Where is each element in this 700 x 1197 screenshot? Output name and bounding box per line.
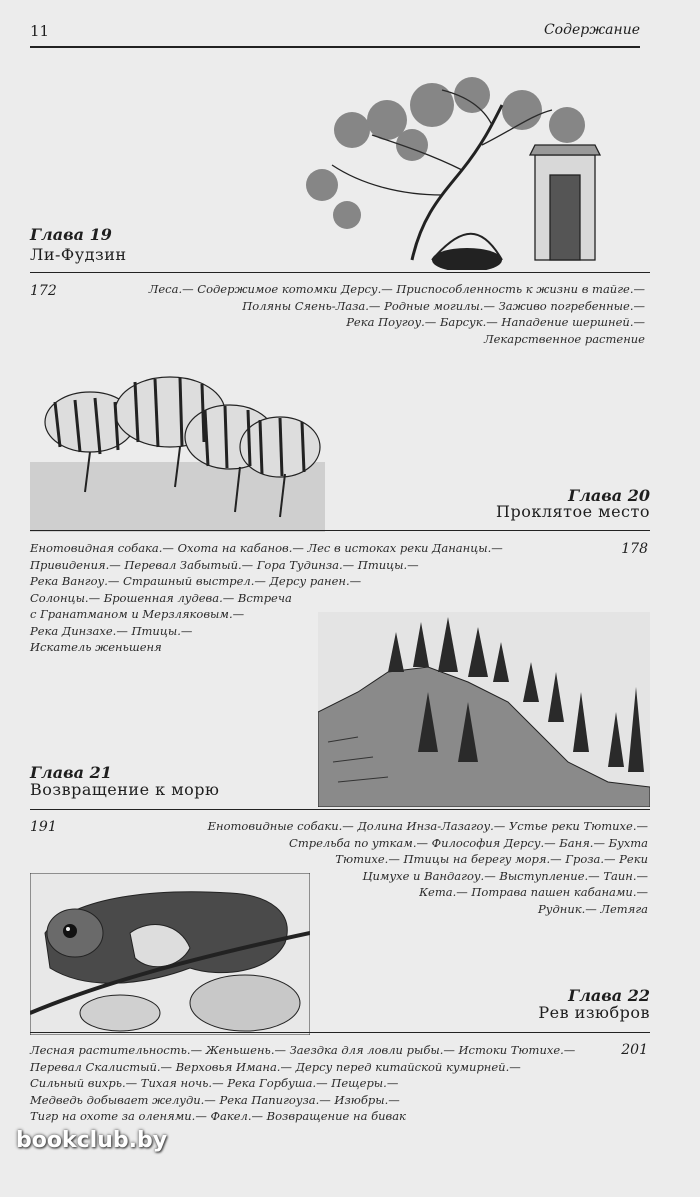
rocky-forest-illustration [318,612,650,807]
description-line: Лесная растительность.— Женьшень.— Заездка для ловли рыбы.— Истоки Тютихе.— [30,1043,576,1057]
chapter-21-page: 191 [30,819,57,835]
chapter-22-description [30,1042,575,1125]
description-line: Перевал Скалистый.— Верховья Имана.— Дерсу перед китайской кумирней.— [30,1059,521,1074]
chapter-21-label: Глава 21 [30,763,112,782]
chapter-20-page: 178 [621,541,648,557]
description-line: Медведь добывает желуди.— Река Папигоуза.— Изюбры.— [30,1092,400,1107]
description-line: Река Вангоу.— Страшный выстрел.— Дерсу ранен.— [30,574,362,588]
wild-piglets-illustration [30,362,325,532]
chapter-20-label: Глава 20 [568,486,650,505]
description-line: Леса.— Содержимое котомки Дерсу.— Приспособленность к жизни в тайге.— [148,282,645,296]
chapter-20-title: Проклятое место [496,502,650,521]
description-line: Енотовидные собаки.— Долина Инза-Лазагоу.— Устье реки Тютихе.— [207,819,648,833]
chapter-19-description [149,281,645,347]
description-line: Солонцы.— Брошенная лудева.— Встреча [30,590,292,605]
description-line: Привидения.— Перевал Забытый.— Гора Тудинза.— Птицы.— [30,557,419,572]
description-line: Тютихе.— Птицы на берегу моря.— Гроза.— Реки [335,852,648,866]
description-line: Стрельба по уткам.— Философия Дерсу.— Баня.— Бухта [289,835,648,850]
header-title: Содержание [543,22,640,38]
description-line: Река Динзахе.— Птицы.— [30,623,193,638]
chapter-22-rule [30,1032,650,1033]
watermark: bookclub.by [16,1128,168,1153]
description-line: с Гранатманом и Мерзляковым.— [30,607,245,621]
description-line: Цимухе и Вандагоу.— Выступление.— Таин.— [362,868,648,883]
chapter-22-page: 201 [621,1042,648,1058]
description-line: Река Поугоу.— Барсук.— Нападение шершней.— [346,315,645,329]
chapter-20-rule [30,530,650,531]
description-line: Сильный вихрь.— Тихая ночь.— Река Горбуша.— Пещеры.— [30,1076,399,1090]
description-line: Рудник.— Летяга [538,901,648,916]
chapter-19-rule [30,272,650,273]
chapter-19-label: Глава 19 [30,225,112,244]
chapter-21-title: Возвращение к морю [30,780,220,799]
description-line: Тигр на охоте за оленями.— Факел.— Возвращение на бивак [30,1109,406,1123]
header-page-number: 11 [30,22,50,40]
description-line: Искатель женьшеня [30,640,162,654]
header-rule [30,46,640,48]
tree-and-shrine-illustration [292,75,614,270]
chapter-19-page: 172 [30,283,57,299]
chapter-22-label: Глава 22 [568,986,650,1005]
chapter-21-rule [30,809,650,810]
chapter-22-title: Рев изюбров [538,1003,650,1022]
description-line: Лекарственное растение [483,331,645,346]
description-line: Енотовидная собака.— Охота на кабанов.— Лес в истоках реки Дананцы.— [30,541,503,555]
chapter-19-title: Ли-Фудзин [30,245,127,264]
flying-squirrel-illustration [30,873,310,1035]
description-line: Поляны Сяень-Лаза.— Родные могилы.— Заживо погребенные.— [242,298,645,313]
description-line: Кета.— Потрава пашен кабанами.— [419,885,648,899]
